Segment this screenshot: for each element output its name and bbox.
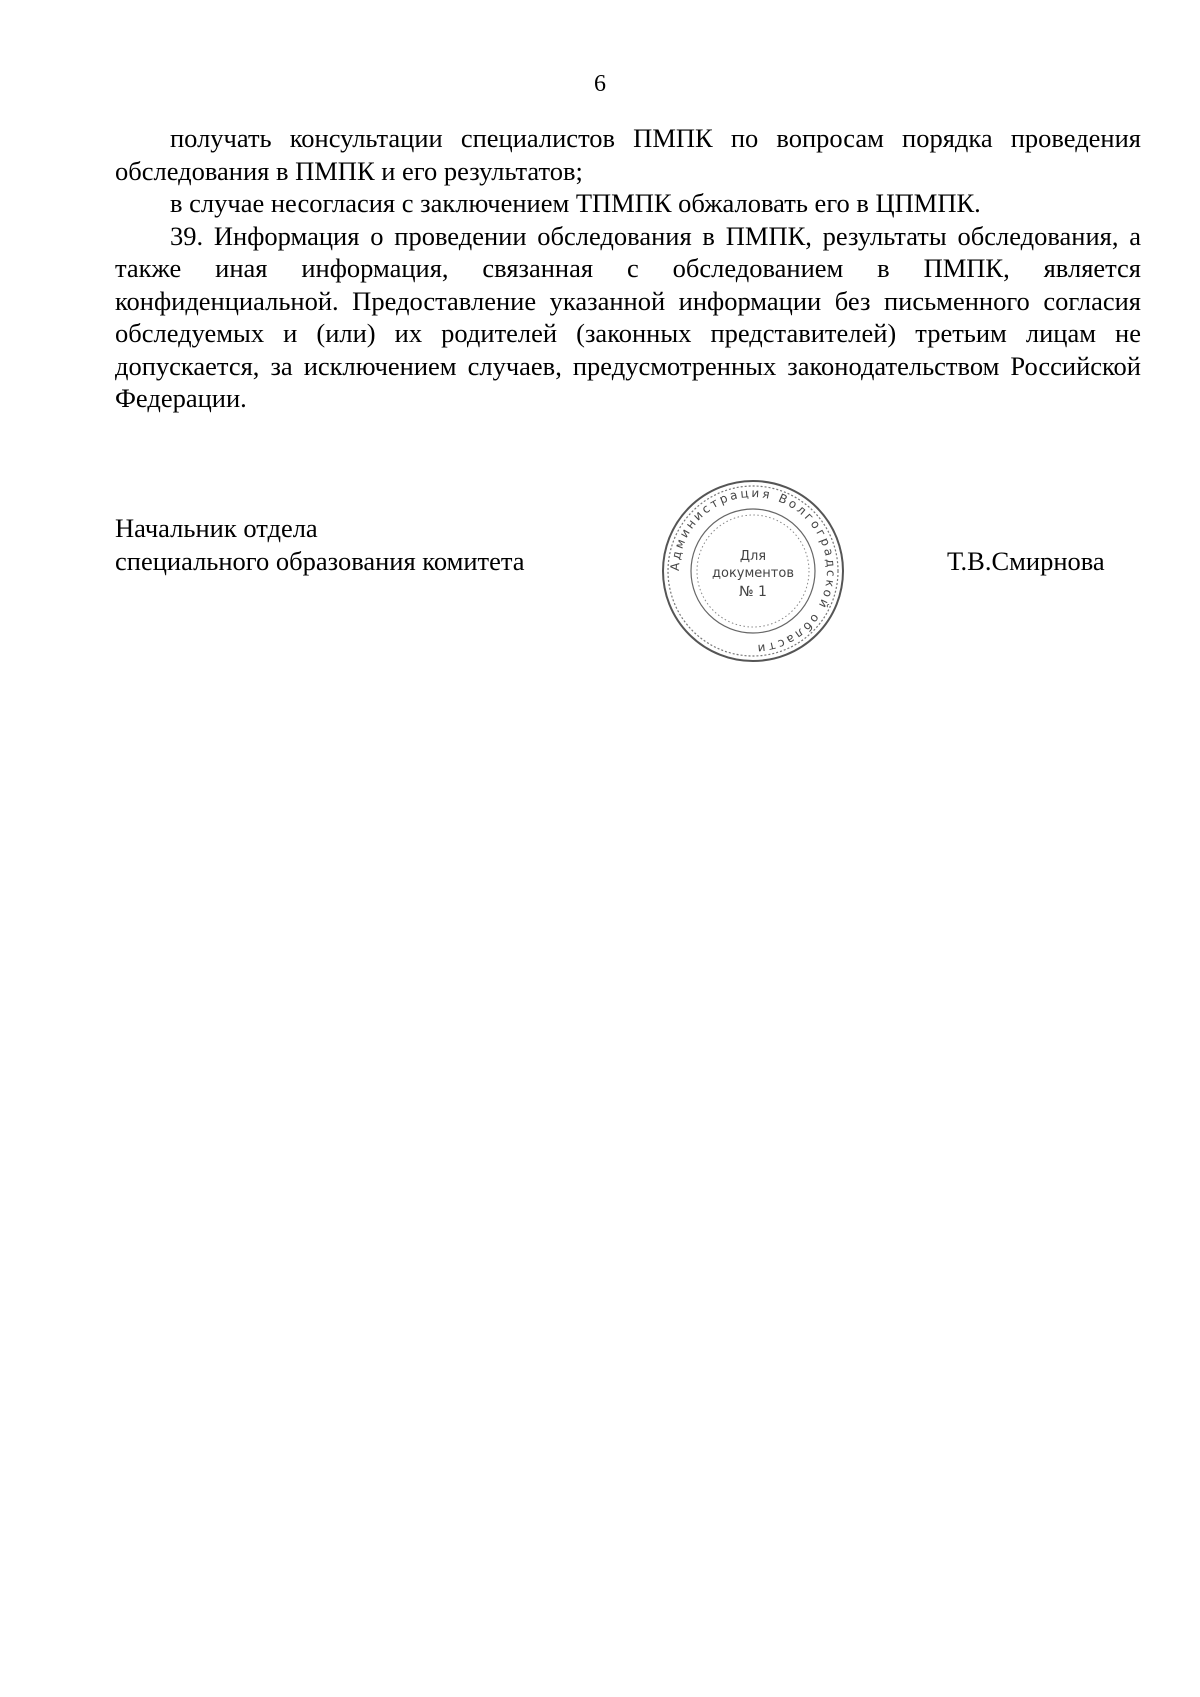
stamp-outer-text-path: Администрация Волгоградской области bbox=[667, 485, 839, 657]
signer-name: Т.В.Смирнова bbox=[947, 546, 1105, 576]
paragraph-appeal: в случае несогласия с заключением ТПМПК обжаловать его в ЦПМПК. bbox=[170, 188, 981, 218]
paragraph-consultation: получать консультации специалистов ПМПК по вопросам порядка проведения обследования в ПМПК и его результатов; bbox=[115, 123, 1141, 186]
signature-position bbox=[115, 512, 525, 578]
document-body bbox=[115, 122, 1141, 415]
stamp-inner-line-2: документов bbox=[712, 566, 794, 581]
stamp-inner-line-1: Для bbox=[739, 549, 767, 564]
official-stamp bbox=[660, 478, 846, 664]
paragraph-confidentiality: 39. Информация о проведении обследования в ПМПК, результаты обследования, а также иная информация, связанная с обследованием в ПМПК, является конфиденциальной. Предоставление указанной информации без письменного согласия обследуемых и (или) их родителей (законных представителей) третьим лицам не допускается, за исключением случаев, предусмотренных законодательством Российской Федерации. bbox=[115, 220, 1141, 413]
page-number: 6 bbox=[594, 71, 606, 97]
stamp-number: № 1 bbox=[739, 584, 767, 600]
position-line-1: Начальник отдела bbox=[115, 513, 318, 543]
position-line-2: специального образования комитета bbox=[115, 546, 525, 576]
